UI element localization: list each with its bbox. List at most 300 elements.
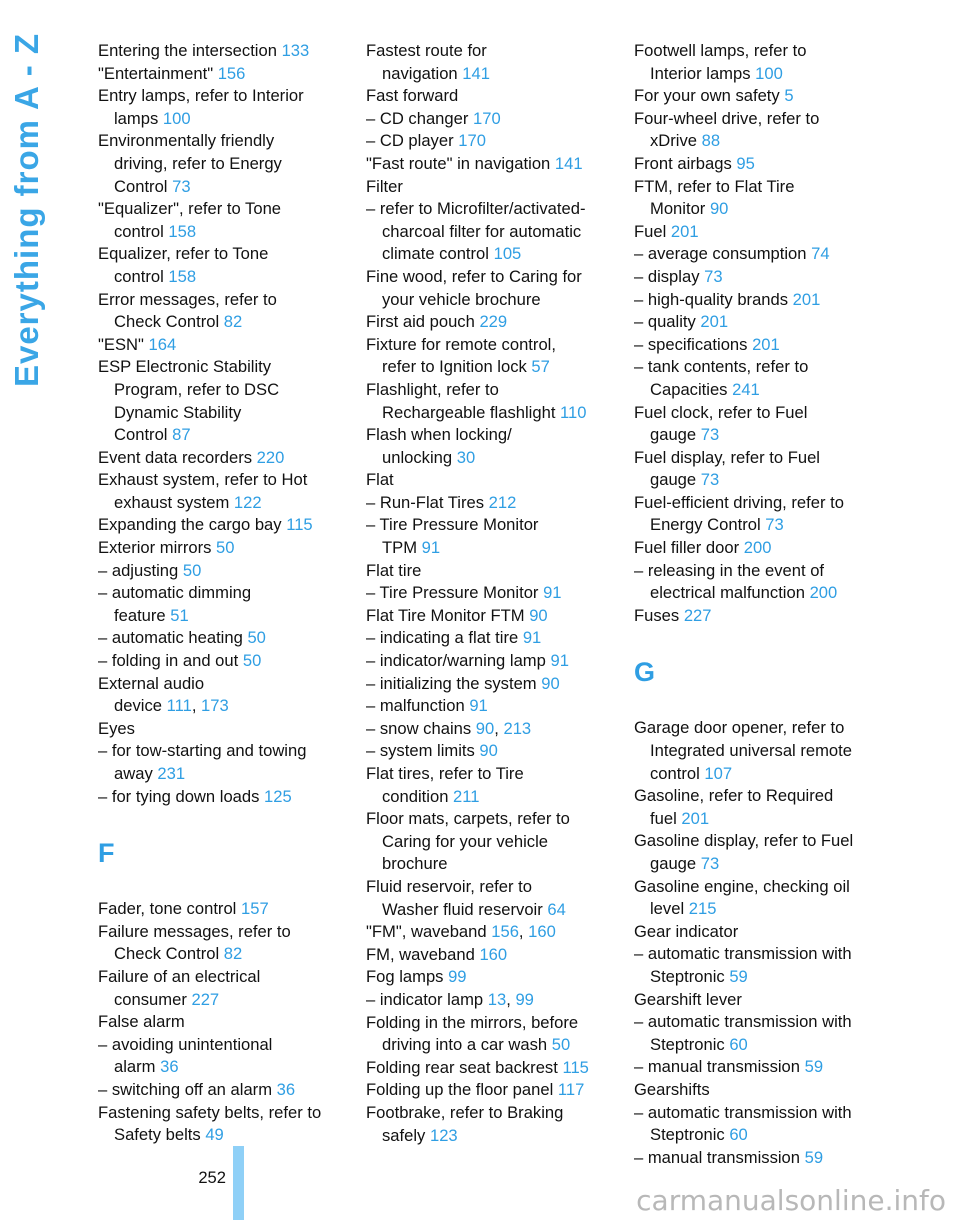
index-entry-text: Event data recorders [98, 447, 257, 467]
index-entry-text: Monitor [650, 199, 710, 219]
index-entry-text: control [114, 266, 169, 286]
index-entry [634, 605, 882, 628]
index-entry [98, 537, 346, 560]
index-entry-text: electrical malfunction [650, 583, 810, 603]
index-entry-text: – for tow-starting and towing [98, 741, 307, 761]
index-entry [98, 447, 346, 470]
page-reference-link[interactable]: 227 [683, 605, 712, 625]
index-entry [98, 1034, 346, 1079]
index-entry [366, 944, 614, 967]
page-reference-link[interactable]: 5 [784, 86, 794, 106]
index-entry-text: Fog lamps [366, 967, 449, 987]
index-entry [98, 63, 346, 86]
index-entry [366, 311, 614, 334]
index-entry-text: For your own safety [634, 86, 785, 106]
index-entry-text: Fuel [634, 221, 671, 241]
index-entry-text: FTM, refer to Flat Tire [634, 176, 795, 196]
index-entry-text: Fuel-efficient driving, refer to [634, 492, 844, 512]
index-entry [98, 1011, 346, 1034]
index-entry [98, 966, 346, 1011]
index-entry: "FM", waveband 156, 160 [366, 922, 556, 942]
index-entry-text: Gasoline engine, checking oil [634, 876, 850, 896]
index-entry [98, 40, 346, 63]
index-entry-text: – snow chains [366, 718, 476, 738]
page-reference-link[interactable]: 59 [804, 1147, 824, 1167]
page-reference-link[interactable]: 158 [168, 266, 197, 286]
page-reference-link[interactable]: 36 [160, 1057, 179, 1077]
section-heading: G [634, 657, 656, 688]
index-entry-text: Fuses [634, 605, 684, 625]
page-reference-link[interactable]: 170 [473, 108, 501, 128]
index-entry-text: – automatic dimming [98, 583, 252, 603]
index-entry-text: Flat Tire Monitor FTM [366, 605, 530, 625]
page-reference-link[interactable]: 59 [729, 966, 748, 986]
index-entry-text: – switching off an alarm [98, 1079, 277, 1099]
index-entry-text: False alarm [98, 1012, 185, 1032]
index-entry-text: lamps [114, 108, 163, 128]
index-entry-text: Fastening safety belts, refer to [98, 1102, 322, 1122]
page-reference-link[interactable]: 115 [562, 1057, 589, 1077]
page-reference-link[interactable]: 90 [541, 673, 560, 693]
page-reference-link[interactable]: 73 [765, 515, 784, 535]
index-entry [634, 40, 882, 85]
page-reference-link[interactable]: 141 [462, 63, 490, 83]
index-entry-text: Fastest route for [366, 41, 487, 60]
page-reference-link[interactable]: 100 [755, 63, 783, 83]
index-entry [366, 176, 614, 199]
index-entry-text: Exhaust system, refer to Hot [98, 470, 308, 490]
index-entry-text: charcoal filter for automatic [382, 221, 582, 241]
page-reference-link[interactable]: 231 [157, 764, 186, 783]
index-entry [634, 1056, 882, 1079]
index-entry-text: Environmentally friendly [98, 131, 275, 151]
page-reference-link[interactable]: 88 [701, 131, 721, 151]
index-entry-text: refer to Ignition lock [382, 357, 532, 377]
page-reference-link[interactable]: 200 [809, 583, 838, 603]
index-entry [366, 695, 614, 718]
index-entry-text: – indicator lamp [366, 989, 488, 1009]
index-entry [634, 1102, 882, 1147]
page-reference-link[interactable]: 50 [216, 538, 235, 558]
index-entry-text: navigation [382, 63, 463, 83]
page-reference-link[interactable]: 90 [479, 741, 498, 761]
index-entry-text: – for tying down loads [98, 786, 265, 806]
page-reference-link[interactable]: 227 [191, 989, 220, 1009]
side-title-text: Everything from A - Z [8, 32, 45, 388]
page-reference-link[interactable]: 117 [557, 1080, 585, 1100]
index-entry-text: Eyes [98, 718, 135, 738]
index-entry-text: – Run-Flat Tires [366, 492, 489, 512]
index-entry-text: – adjusting [98, 560, 183, 580]
index-entry-text: Equalizer, refer to Tone [98, 244, 269, 264]
index-entry [634, 1011, 882, 1056]
index-entry-text: Gasoline, refer to Required [634, 786, 834, 806]
page-reference-link[interactable]: 50 [182, 560, 202, 580]
index-entry [98, 1102, 346, 1147]
index-entry-text: – automatic transmission with [634, 1012, 852, 1032]
page-reference-link[interactable]: 99 [515, 989, 534, 1009]
index-entry-text: First aid pouch [366, 312, 480, 332]
index-entry-text: – high-quality brands [634, 289, 793, 309]
index-entry-text: – average consumption [634, 244, 812, 264]
index-entry-text: Flat [366, 470, 394, 490]
index-entry-text: External audio [98, 673, 205, 693]
page-reference-link[interactable]: 201 [681, 808, 710, 828]
page-reference-link[interactable]: 122 [233, 492, 262, 512]
index-entry [366, 40, 614, 85]
section-heading: F [98, 838, 115, 869]
index-entry-text: control [650, 763, 705, 783]
index-entry-text: Fine wood, refer to Caring for [366, 266, 582, 286]
index-entry-text: Check Control [114, 944, 224, 964]
index-entry-text: fuel [650, 808, 682, 828]
page-reference-link[interactable]: 30 [456, 447, 476, 467]
page-reference-link[interactable]: 13 [487, 989, 507, 1009]
index-entry [634, 153, 882, 176]
index-entry [634, 943, 882, 988]
index-entry-text: Flat tire [366, 560, 422, 580]
index-entry [366, 673, 614, 696]
page-reference-link[interactable]: 201 [700, 312, 729, 332]
index-entry-text: Steptronic [650, 1034, 730, 1054]
page-reference-link[interactable]: 95 [736, 153, 755, 173]
index-entry-text: condition [382, 786, 454, 806]
index-entry [634, 176, 882, 221]
index-entry [634, 266, 882, 289]
index-entry-text: Flash when locking/ [366, 425, 512, 445]
index-entry-text: – manual transmission [634, 1057, 805, 1077]
page-number: 252 [198, 1168, 226, 1187]
index-entry-text: Exterior mirrors [98, 538, 217, 558]
page-reference-link[interactable]: 156 [491, 922, 519, 942]
index-entry [366, 198, 614, 266]
page-reference-link[interactable]: 82 [223, 944, 243, 964]
page-reference-link[interactable]: 90 [475, 718, 495, 738]
page-reference-link[interactable]: 60 [729, 1125, 748, 1145]
index-entry [366, 379, 614, 424]
index-entry [98, 243, 346, 288]
page-reference-link[interactable]: 91 [522, 628, 542, 648]
index-entry [98, 627, 346, 650]
index-entry [366, 469, 614, 492]
page-reference-link[interactable]: 59 [804, 1057, 824, 1077]
index-entry [98, 921, 346, 966]
page-reference-link[interactable]: 87 [172, 425, 191, 445]
index-entry [98, 514, 346, 537]
index-entry-text: Floor mats, carpets, refer to [366, 809, 570, 829]
index-entry-text: – manual transmission [634, 1147, 805, 1167]
index-entry [366, 808, 614, 876]
index-entry-text: Program, refer to DSC [114, 379, 280, 399]
page-reference-link[interactable]: 229 [479, 312, 508, 332]
index-entry-text: – avoiding unintentional [98, 1034, 273, 1054]
index-entry [366, 966, 614, 989]
index-entry-text: Integrated universal remote [650, 741, 853, 761]
index-entry [98, 198, 346, 243]
index-entry-text: control [114, 221, 169, 241]
page-reference-link[interactable]: 157 [240, 899, 269, 919]
watermark: carmanualsonline.info [636, 1184, 946, 1217]
index-entry-text: driving, refer to Energy [114, 153, 282, 173]
page-reference-link[interactable]: 50 [247, 628, 266, 648]
index-entry-text: "FM", waveband [366, 922, 492, 942]
page-reference-link[interactable]: 125 [264, 786, 292, 806]
index-entry [98, 740, 346, 785]
index-entry [98, 85, 346, 130]
index-entry [366, 108, 614, 131]
index-entry-text: Fuel clock, refer to Fuel [634, 402, 808, 422]
index-entry-text: Safety belts [114, 1125, 206, 1145]
index-entry-text: – indicating a flat tire [366, 628, 523, 648]
page-reference-link[interactable]: 156 [217, 63, 246, 83]
page-reference-link[interactable]: 141 [554, 153, 583, 173]
index-entry-text: Gearshift lever [634, 989, 742, 1009]
index-entry-text: – quality [634, 312, 701, 332]
index-entry-text: feature [114, 605, 171, 625]
index-entry-text: Fast forward [366, 86, 459, 106]
page-reference-link[interactable]: 74 [811, 244, 830, 264]
index-entry-text: – display [634, 266, 705, 286]
index-entry [366, 582, 614, 605]
page-reference-link[interactable]: 91 [469, 696, 488, 716]
index-entry-text: – specifications [634, 334, 753, 354]
page-reference-link[interactable]: 51 [170, 605, 189, 625]
page-reference-link[interactable]: 200 [743, 538, 772, 558]
index-entry [98, 289, 346, 334]
page-reference-link[interactable]: 212 [488, 492, 517, 512]
page-reference-link[interactable]: 60 [729, 1034, 748, 1054]
index-entry-text: Control [114, 176, 173, 196]
page-reference-link[interactable]: 64 [547, 899, 566, 919]
page-reference-link[interactable]: 50 [242, 651, 262, 671]
page-reference-link[interactable]: 82 [223, 312, 243, 332]
index-entry-text: – refer to Microfilter/activated- [366, 199, 586, 219]
index-entry-text: Entering the intersection [98, 41, 282, 60]
page-reference-link[interactable]: 57 [531, 357, 550, 377]
index-entry [98, 1079, 346, 1102]
index-entry [366, 85, 614, 108]
page-reference-link[interactable]: 115 [286, 515, 313, 535]
index-entry-text: – initializing the system [366, 673, 542, 693]
index-entry [98, 130, 346, 198]
index-entry [366, 266, 614, 311]
page-reference-link[interactable]: 160 [479, 944, 508, 964]
index-entry-text: – automatic heating [98, 628, 248, 648]
index-entry [634, 830, 882, 875]
index-entry [634, 537, 882, 560]
page-reference-link[interactable]: 211 [453, 786, 480, 806]
index-entry-text: Steptronic [650, 966, 730, 986]
index-entry-text: Expanding the cargo bay [98, 515, 287, 535]
index-entry-text: Entry lamps, refer to Interior [98, 86, 304, 106]
index-entry [634, 243, 882, 266]
index-entry [98, 650, 346, 673]
index-entry-text: Flashlight, refer to [366, 379, 499, 399]
index-entry [98, 898, 346, 921]
page-reference-link[interactable]: 215 [688, 899, 717, 919]
page-reference-link[interactable]: 73 [700, 470, 720, 490]
index-entry-text: gauge [650, 470, 701, 490]
index-entry [634, 289, 882, 312]
page-reference-link[interactable]: 99 [448, 967, 467, 987]
index-entry [366, 1012, 614, 1057]
page-reference-link[interactable]: 213 [503, 718, 532, 738]
page-reference-link[interactable]: 111 [166, 696, 192, 716]
index-entry-text: – Tire Pressure Monitor [366, 515, 539, 535]
index-entry-text: Interior lamps [650, 63, 756, 83]
page-reference-link[interactable]: 90 [529, 605, 548, 625]
index-entry [366, 514, 614, 559]
index-entry-text: unlocking [382, 447, 457, 467]
page-reference-link[interactable]: 220 [256, 447, 285, 467]
index-entry-text: – CD player [366, 131, 459, 151]
index-entry [634, 108, 882, 153]
index-entry [366, 876, 614, 921]
index-entry-text: Folding up the floor panel [366, 1080, 558, 1100]
index-entry [366, 740, 614, 763]
index-entry-text: consumer [114, 989, 192, 1009]
index-entry [366, 1057, 614, 1080]
page-reference-link[interactable]: 133 [281, 41, 310, 60]
index-entry-text: Footbrake, refer to Braking [366, 1102, 564, 1122]
index-entry [98, 582, 346, 627]
page-reference-link[interactable]: 105 [493, 244, 522, 264]
index-entry [98, 560, 346, 583]
page-reference-link[interactable]: 201 [670, 221, 699, 241]
index-entry-text: – CD changer [366, 108, 473, 128]
index-entry-text: Gear indicator [634, 921, 739, 941]
page-reference-link[interactable]: 170 [458, 131, 486, 151]
index-entry-text: safely [382, 1125, 430, 1145]
index-entry-text: gauge [650, 425, 701, 445]
index-entry-text: Four-wheel drive, refer to [634, 108, 820, 128]
index-entry-text: Error messages, refer to [98, 289, 277, 309]
index-column-1 [98, 40, 346, 1147]
index-entry-text: Steptronic [650, 1125, 730, 1145]
page-reference-link[interactable]: 173 [201, 696, 229, 716]
page-reference-link[interactable]: 164 [148, 334, 177, 354]
index-entry-text: Washer fluid reservoir [382, 899, 548, 919]
page-reference-link[interactable]: 201 [752, 334, 780, 354]
index-entry [634, 356, 882, 401]
index-entry [366, 130, 614, 153]
index-entry-text: Control [114, 425, 173, 445]
index-entry-text: – releasing in the event of [634, 560, 825, 580]
index-entry-text: Check Control [114, 312, 224, 332]
page-reference-link[interactable]: 160 [528, 922, 556, 942]
index-entry [634, 402, 882, 447]
index-column-3 [634, 40, 882, 1169]
index-entry-text: "Fast route" in navigation [366, 153, 555, 173]
page-reference-link[interactable]: 201 [792, 289, 821, 309]
index-entry-text: xDrive [650, 131, 702, 151]
index-entry-text: – folding in and out [98, 651, 243, 671]
index-entry-text: TPM [382, 538, 422, 558]
index-entry-text: Gearshifts [634, 1079, 710, 1099]
page-reference-link[interactable]: 91 [421, 538, 441, 558]
index-entry-text: – system limits [366, 741, 480, 761]
index-entry-text: Gasoline display, refer to Fuel [634, 831, 854, 851]
page-reference-link[interactable]: 50 [551, 1035, 571, 1055]
index-entry [634, 85, 882, 108]
page-reference-link[interactable]: 73 [172, 176, 191, 196]
page-reference-link[interactable]: 123 [429, 1125, 458, 1145]
index-entry-text: Fixture for remote control, [366, 334, 556, 354]
index-entry-text: "Equalizer", refer to Tone [98, 199, 282, 219]
index-entry-text: Fluid reservoir, refer to [366, 876, 532, 896]
index-entry [366, 424, 614, 469]
page-reference-link[interactable]: 100 [162, 108, 191, 128]
index-entry-text: Fuel display, refer to Fuel [634, 447, 820, 467]
index-entry-text: – Tire Pressure Monitor [366, 583, 544, 603]
index-entry-text: Energy Control [650, 515, 766, 535]
index-entry-text: Failure of an electrical [98, 966, 261, 986]
index-entry-text: device [114, 696, 167, 716]
index-entry-text: Dynamic Stability [114, 402, 242, 422]
page-reference-link[interactable]: 110 [560, 402, 587, 422]
index-entry [366, 650, 614, 673]
page-reference-link[interactable]: 91 [543, 583, 562, 603]
index-entry-text: – automatic transmission with [634, 944, 852, 964]
index-entry [634, 1147, 882, 1170]
page-reference-link[interactable]: 73 [700, 425, 720, 445]
index-entry-text: Filter [366, 176, 403, 196]
index-entry [98, 786, 346, 809]
index-entry-text: your vehicle brochure [382, 289, 541, 309]
index-entry [366, 1079, 614, 1102]
index-entry-text: "Entertainment" [98, 63, 218, 83]
index-entry: – snow chains 90, 213 [366, 718, 532, 738]
index-entry [98, 718, 346, 741]
index-entry [366, 153, 614, 176]
index-entry [634, 1079, 882, 1102]
index-entry [366, 560, 614, 583]
page-reference-link[interactable]: 73 [700, 854, 720, 873]
index-entry [634, 492, 882, 537]
index-entry-text: Failure messages, refer to [98, 921, 291, 941]
index-entry-text: level [650, 899, 689, 919]
page-reference-link[interactable]: 73 [704, 266, 723, 286]
index-entry [366, 763, 614, 808]
index-entry-text: Rechargeable flashlight [382, 402, 561, 422]
index-entry: – indicator lamp 13, 99 [366, 989, 534, 1009]
index-entry-text: Garage door opener, refer to [634, 718, 845, 738]
index-entry [98, 469, 346, 514]
page-reference-link[interactable]: 107 [704, 763, 733, 783]
index-entry [634, 560, 882, 605]
index-entry-text: exhaust system [114, 492, 234, 512]
page-reference-link[interactable]: 90 [709, 199, 729, 219]
index-entry-text: alarm [114, 1057, 161, 1077]
index-entry-text: driving into a car wash [382, 1035, 552, 1055]
index-entry [366, 605, 614, 628]
page-reference-link[interactable]: 49 [205, 1125, 224, 1145]
page-reference-link[interactable]: 241 [732, 379, 760, 399]
page-reference-link[interactable]: 91 [550, 651, 569, 671]
index-entry [634, 334, 882, 357]
index-entry [98, 356, 346, 446]
side-title [0, 0, 54, 420]
index-entry-text: gauge [650, 854, 701, 873]
index-entry-text: – indicator/warning lamp [366, 651, 551, 671]
index-entry [366, 627, 614, 650]
index-entry [634, 717, 882, 785]
index-entry [98, 334, 346, 357]
page-reference-link[interactable]: 158 [168, 221, 197, 241]
page-reference-link[interactable]: 36 [276, 1079, 296, 1099]
index-entry-text: Capacities [650, 379, 733, 399]
index-entry [634, 989, 882, 1012]
